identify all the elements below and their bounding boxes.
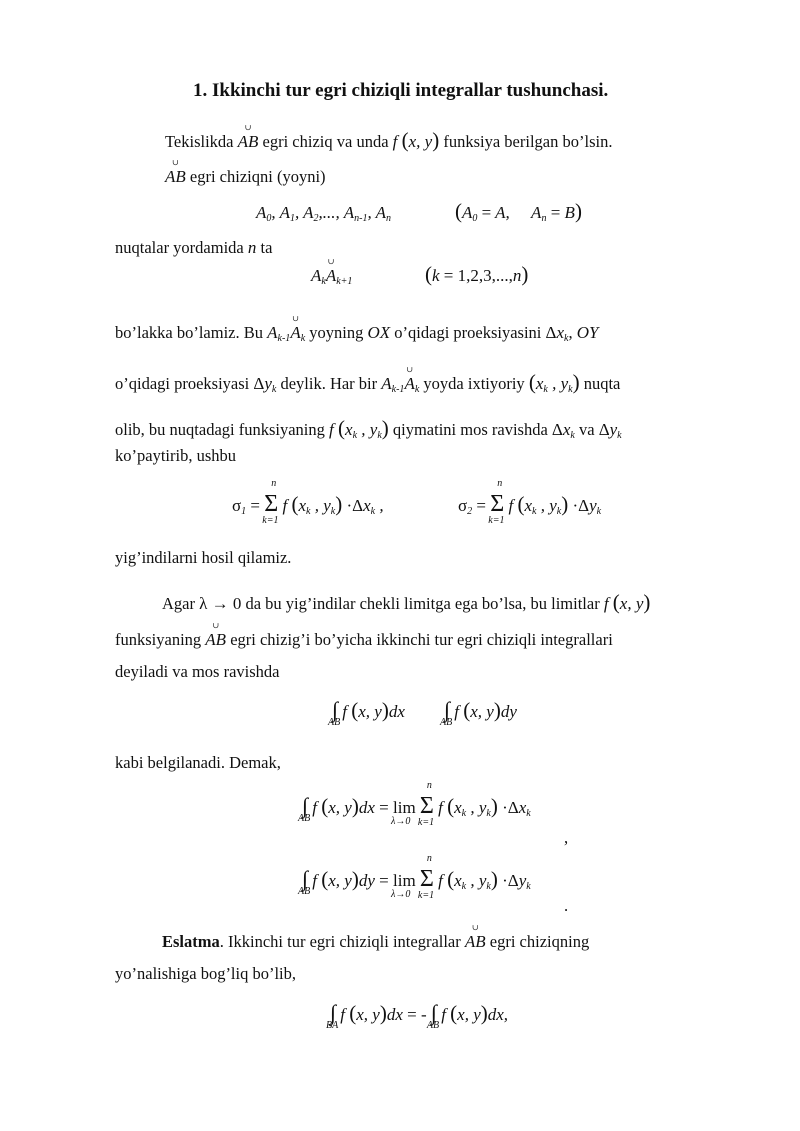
symbol-oy: OY bbox=[576, 323, 599, 342]
page-title: 1. Ikkinchi tur egri chiziqli integrallar tushunchasi. bbox=[193, 80, 609, 101]
text-segment: yoyda ixtiyoriy bbox=[423, 374, 525, 393]
text-segment: funksiya berilgan bo’lsin. bbox=[443, 132, 613, 151]
symbol-lambda-limit: λ → 0 bbox=[199, 594, 242, 613]
text-segment: bo’lakka bo’lamiz. Bu bbox=[115, 323, 264, 342]
text-segment: Agar bbox=[162, 594, 195, 613]
symbol-delta-yk: $\Delta y_k$ bbox=[598, 420, 622, 441]
formula-limit-dx: ∫ AB f (x, y)dx = lim λ→0 n Σ k=1 f ($x_k$ , $y_k) \cdot\Delta x_k$ bbox=[298, 780, 531, 828]
formula-period: . bbox=[564, 896, 569, 915]
formula-reverse-orientation: ∫ BA f (x, y)dx = - ∫ AB f (x, y)dx, bbox=[326, 1000, 509, 1031]
arc-ak-symbol: $A_{k-1}\cup$ $A_k$ bbox=[381, 374, 419, 393]
text-segment: Tekislikda bbox=[165, 132, 234, 151]
paragraph-10 bbox=[115, 630, 613, 650]
symbol-delta-yk: $\Delta y_k$ bbox=[253, 374, 277, 395]
text-segment: ta bbox=[260, 238, 273, 257]
text-segment: . Ikkinchi tur egri chiziqli integrallar bbox=[219, 932, 461, 951]
symbol-delta-xk: $\Delta x_k$ bbox=[551, 420, 575, 441]
symbol-delta-xk: $\Delta x_k$ bbox=[545, 323, 569, 344]
paragraph-6 bbox=[115, 416, 622, 441]
paragraph-4: bo’lakka bo’lamiz. Bu $A_{k-1}\cup$ $A_k$ yoyning OX o’qidagi proeksiyasini $\Delta x_k$, OY bbox=[115, 323, 598, 344]
text-segment: egri chiziqning bbox=[489, 932, 590, 951]
text-segment: o’qidagi proeksiyasini bbox=[394, 323, 542, 342]
formula-limit-dy: ∫ AB f (x, y)dy = lim λ→0 n Σ k=1 f ($x_k$ , $y_k) \cdot\Delta y_k$ bbox=[298, 853, 531, 901]
text-segment: funksiyaning bbox=[115, 630, 202, 649]
paragraph-3 bbox=[115, 238, 272, 258]
paragraph-13 bbox=[162, 932, 589, 952]
arc-ak-symbol: $A_{k-1}\cup$ $A_k$ bbox=[267, 323, 305, 342]
formula-k-range: (k = 1,2,3,...,n) bbox=[425, 262, 529, 286]
formula-arc-k: $A_k\cup$ $A_{k+1}$ bbox=[311, 266, 352, 287]
function-fxkyk: f ($x_k$ , $y_k$) bbox=[329, 416, 389, 441]
text-segment: deylik. Har bir bbox=[280, 374, 378, 393]
arc-ab-symbol: ∪ AB bbox=[165, 167, 186, 187]
paragraph-11: deyiladi va mos ravishda bbox=[115, 662, 280, 681]
paragraph-2 bbox=[165, 167, 326, 187]
arc-ab-symbol: ∪ AB bbox=[465, 932, 486, 952]
text-segment: egri chiziqni (yoyni) bbox=[189, 167, 326, 186]
paragraph-7: ko’paytirib, ushbu bbox=[115, 446, 236, 465]
formula-sigma-2: $\sigma_2$ = n Σ k=1 f ($x_k$ , $y_k) \cdot\Delta y_k$ bbox=[458, 478, 602, 526]
formula-sigma-1: $\sigma_1$ = n Σ k=1 f ($x_k$ , $y_k) \cdot\Delta x_k$ , bbox=[232, 478, 384, 526]
text-segment: o’qidagi proeksiyasi bbox=[115, 374, 250, 393]
arc-ab-symbol: ∪ AB bbox=[238, 132, 259, 152]
formula-points: $A_0$, $A_1$, $A_2$,..., $A_{n-1}$, $A_n$ bbox=[256, 203, 392, 224]
text-segment: va bbox=[578, 420, 595, 439]
text-segment: egri chizig’i bo’yicha ikkinchi tur egri chiziqli integrallari bbox=[230, 630, 613, 649]
formula-integral-dy: ∫ AB f (x, y)dy bbox=[440, 697, 517, 728]
text-segment: nuqta bbox=[583, 374, 621, 393]
paragraph-14: yo’nalishiga bog’liq bo’lib, bbox=[115, 964, 297, 983]
text-segment: egri chiziq va unda bbox=[262, 132, 389, 151]
text-segment: nuqtalar yordamida bbox=[115, 238, 244, 257]
point-xk-yk: ($x_k$ , $y_k$) bbox=[528, 370, 580, 395]
text-segment: qiymatini mos ravishda bbox=[392, 420, 548, 439]
paragraph-9 bbox=[162, 590, 650, 615]
formula-points-condition: ($A_0 = A$, $A_n = B$) bbox=[455, 199, 582, 224]
note-label: Eslatma bbox=[162, 932, 220, 951]
formula-comma: , bbox=[564, 828, 569, 847]
symbol-n: n bbox=[247, 238, 257, 257]
arc-ab-symbol: ∪ AB bbox=[205, 630, 226, 650]
paragraph-5 bbox=[115, 370, 620, 395]
text-segment: olib, bu nuqtadagi funksiyaning bbox=[115, 420, 325, 439]
text-segment: da bu yig’indilar chekli limitga ega bo’lsa, bu limitlar bbox=[245, 594, 600, 613]
formula-integral-dx: ∫ AB f (x, y)dx bbox=[328, 697, 405, 728]
paragraph-8: yig’indilarni hosil qilamiz. bbox=[115, 548, 292, 567]
function-fxy: f (x, y) bbox=[603, 590, 651, 614]
symbol-ox: OX bbox=[367, 323, 391, 342]
function-fxy: f (x, y) bbox=[392, 128, 440, 152]
paragraph-12: kabi belgilanadi. Demak, bbox=[115, 753, 281, 772]
text-segment: yoyning bbox=[309, 323, 364, 342]
paragraph-1 bbox=[165, 128, 612, 153]
